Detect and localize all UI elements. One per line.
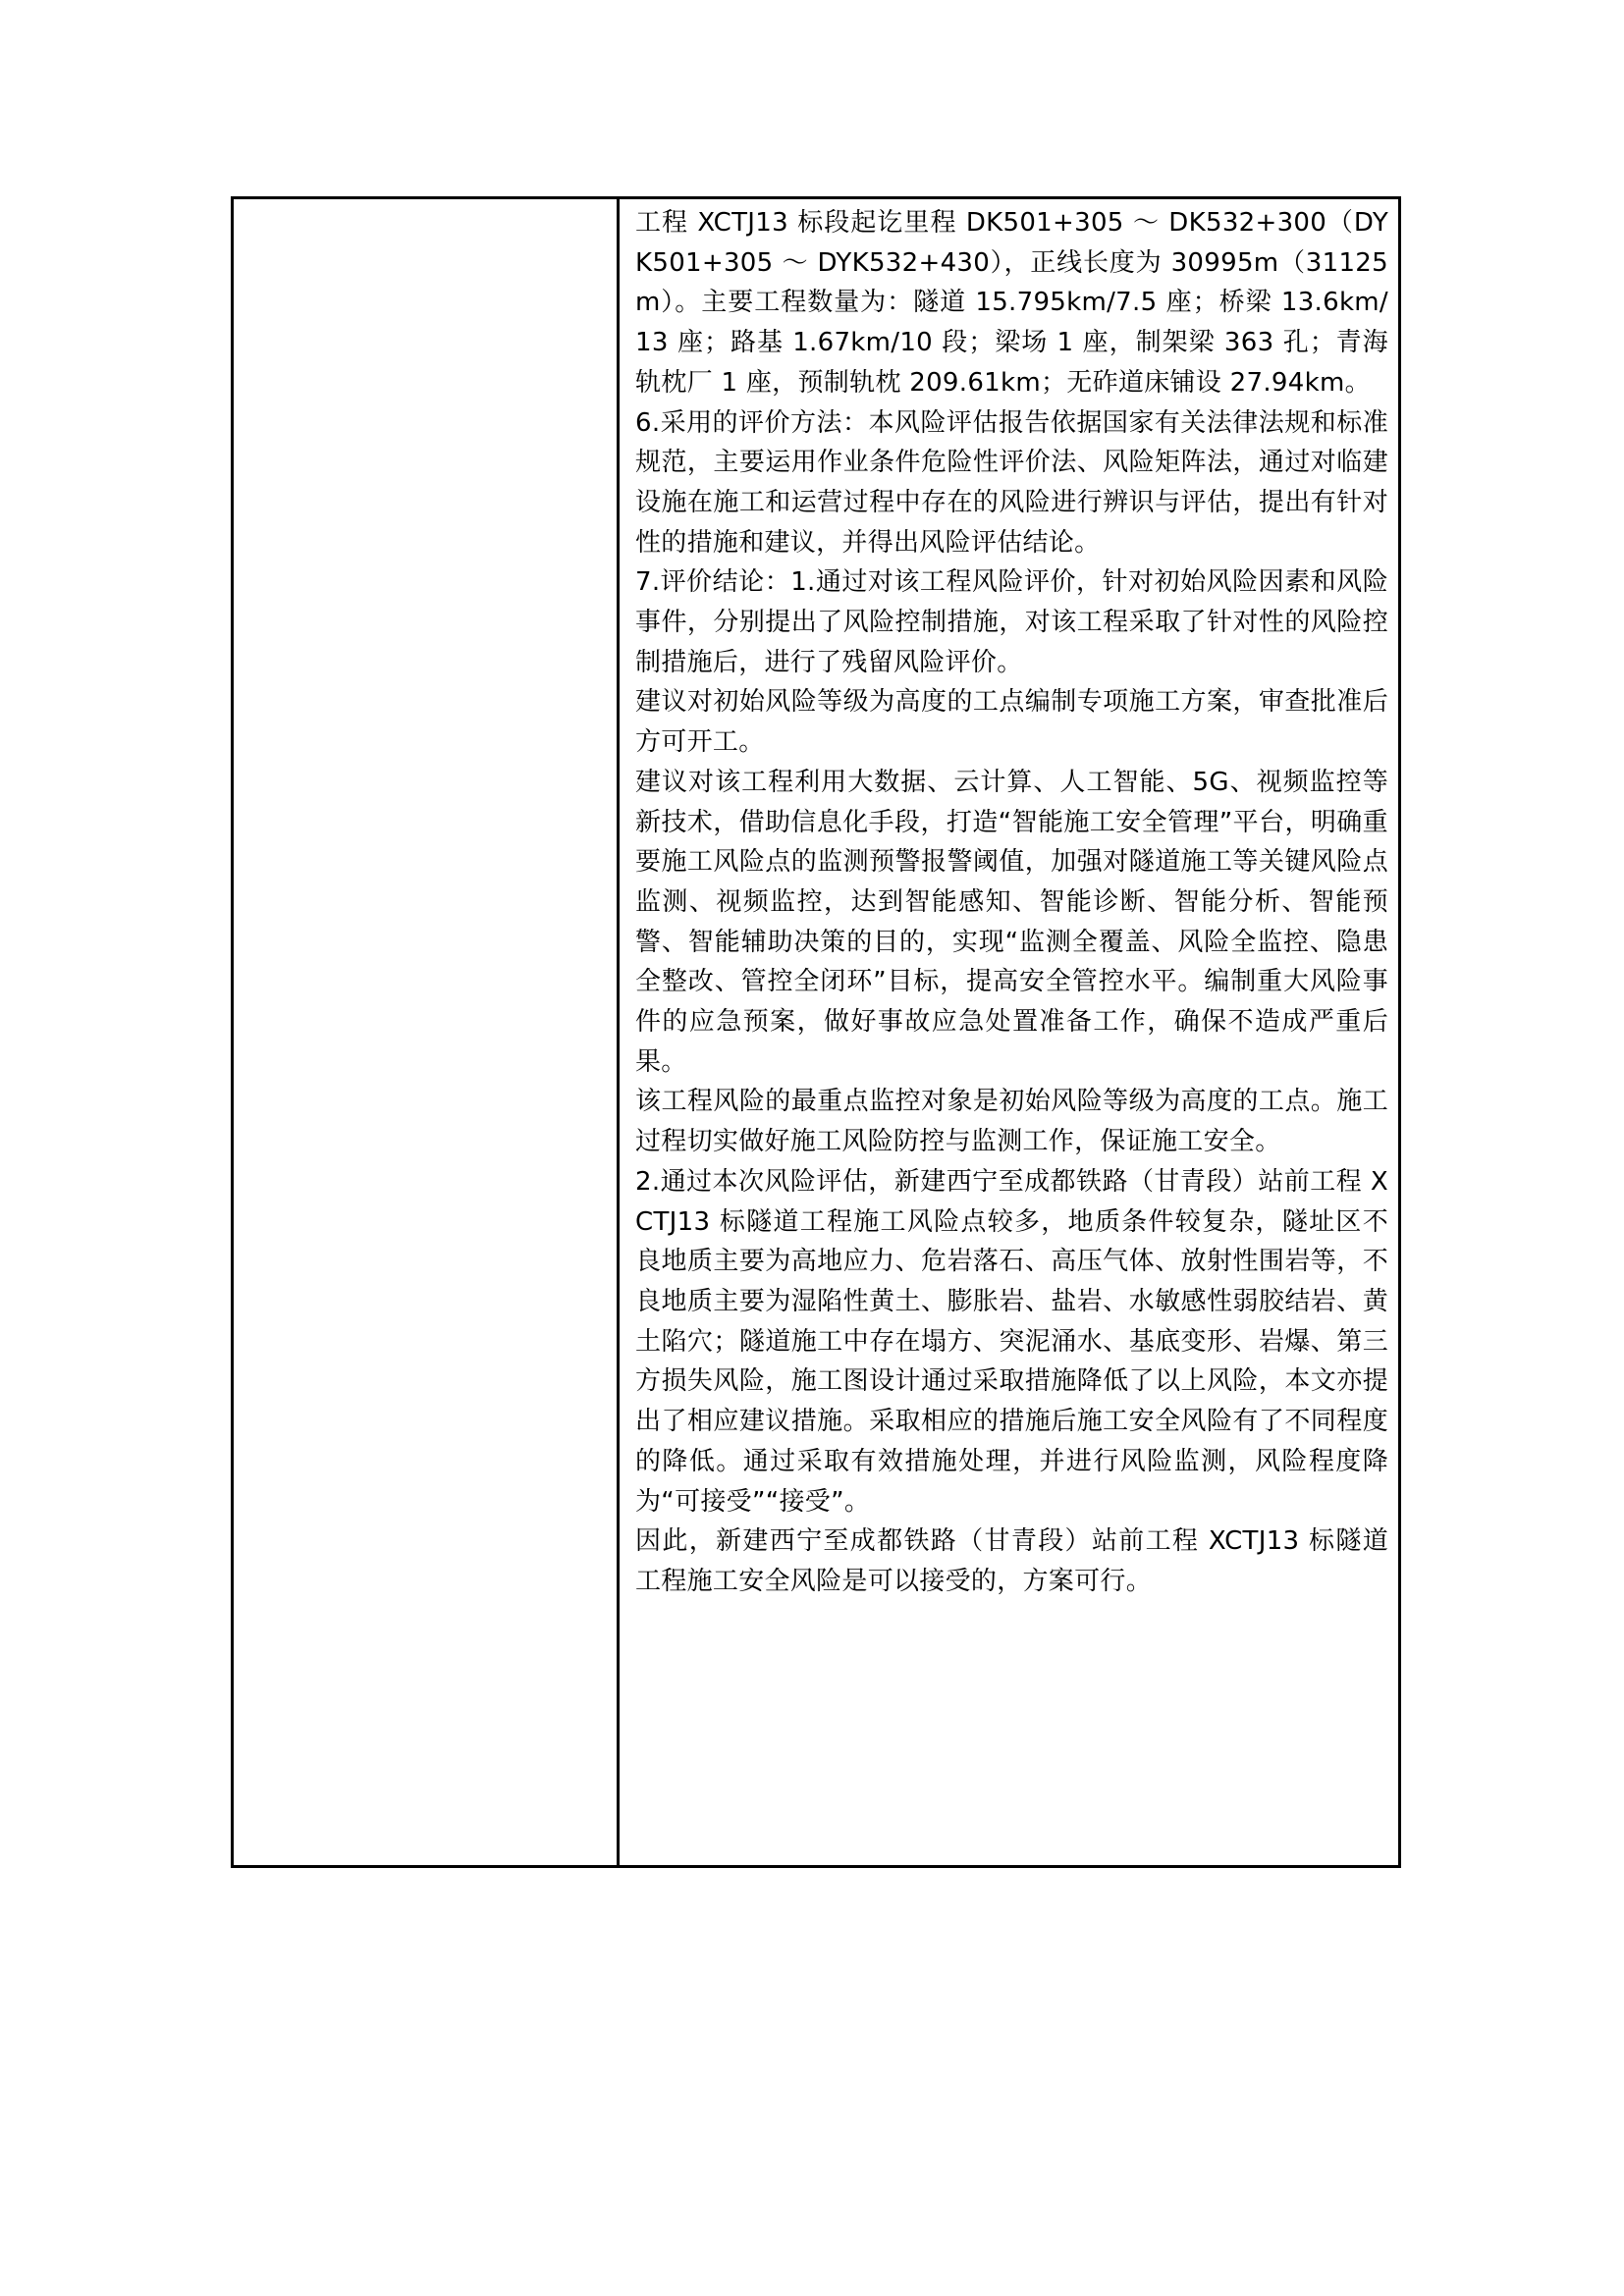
- paragraph-key-monitoring: 该工程风险的最重点监控对象是初始风险等级为高度的工点。施工过程切实做好施工风险防控与监测工作，保证施工安全。: [635, 1087, 1388, 1157]
- table-content-cell: [620, 199, 1398, 1865]
- paragraph-risk-summary: 2.通过本次风险评估，新建西宁至成都铁路（甘青段）站前工程 XCTJ13 标隧道工程施工风险点较多，地质条件较复杂，隧址区不良地质主要为高地应力、危岩落石、高压气体、放射性围岩等，不良地质主要为湿陷性黄土、膨胀岩、盐岩、水敏感性弱胶结岩、黄土陷穴；隧道施工中存在塌方、突泥涌水、基底变形、岩爆、第三方损失风险，施工图设计通过采取措施降低了以上风险，本文亦提出了相应建议措施。采取相应的措施后施工安全风险有了不同程度的降低。通过采取有效措施处理，并进行风险监测，风险程度降为“可接受”“接受”。: [635, 1166, 1388, 1517]
- table-label-cell: [234, 199, 620, 1865]
- paragraph-project-scope: 工程 XCTJ13 标段起讫里程 DK501+305 ～ DK532+300（DYK501+305 ～ DYK532+430），正线长度为 30995m（31125m）。主要工程数量为：隧道 15.795km/7.5 座；桥梁 13.6km/13 座；路基 1.67km/10 段；梁场 1 座，制架梁 363 孔；青海轨枕厂 1 座，预制轨枕 209.61km；无砟道床铺设 27.94km。: [635, 208, 1388, 398]
- paragraph-suggestion-plan: 建议对初始风险等级为高度的工点编制专项施工方案，审查批准后方可开工。: [635, 687, 1388, 758]
- assessment-table: [231, 196, 1401, 1868]
- paragraph-evaluation-conclusion: 7.评价结论：1.通过对该工程风险评价，针对初始风险因素和风险事件，分别提出了风险控制措施，对该工程采取了针对性的风险控制措施后，进行了残留风险评价。: [635, 567, 1388, 677]
- paragraph-final-conclusion: 因此，新建西宁至成都铁路（甘青段）站前工程 XCTJ13 标隧道工程施工安全风险是可以接受的，方案可行。: [635, 1526, 1388, 1596]
- paragraph-evaluation-method: 6.采用的评价方法：本风险评估报告依据国家有关法律法规和标准规范，主要运用作业条件危险性评价法、风险矩阵法，通过对临建设施在施工和运营过程中存在的风险进行辨识与评估，提出有针对性的措施和建议，并得出风险评估结论。: [635, 407, 1388, 558]
- paragraph-suggestion-technology: 建议对该工程利用大数据、云计算、人工智能、5G、视频监控等新技术，借助信息化手段，打造“智能施工安全管理”平台，明确重要施工风险点的监测预警报警阈值，加强对隧道施工等关键风险点监测、视频监控，达到智能感知、智能诊断、智能分析、智能预警、智能辅助决策的目的，实现“监测全覆盖、风险全监控、隐患全整改、管控全闭环”目标，提高安全管控水平。编制重大风险事件的应急预案，做好事故应急处置准备工作，确保不造成严重后果。: [635, 767, 1388, 1077]
